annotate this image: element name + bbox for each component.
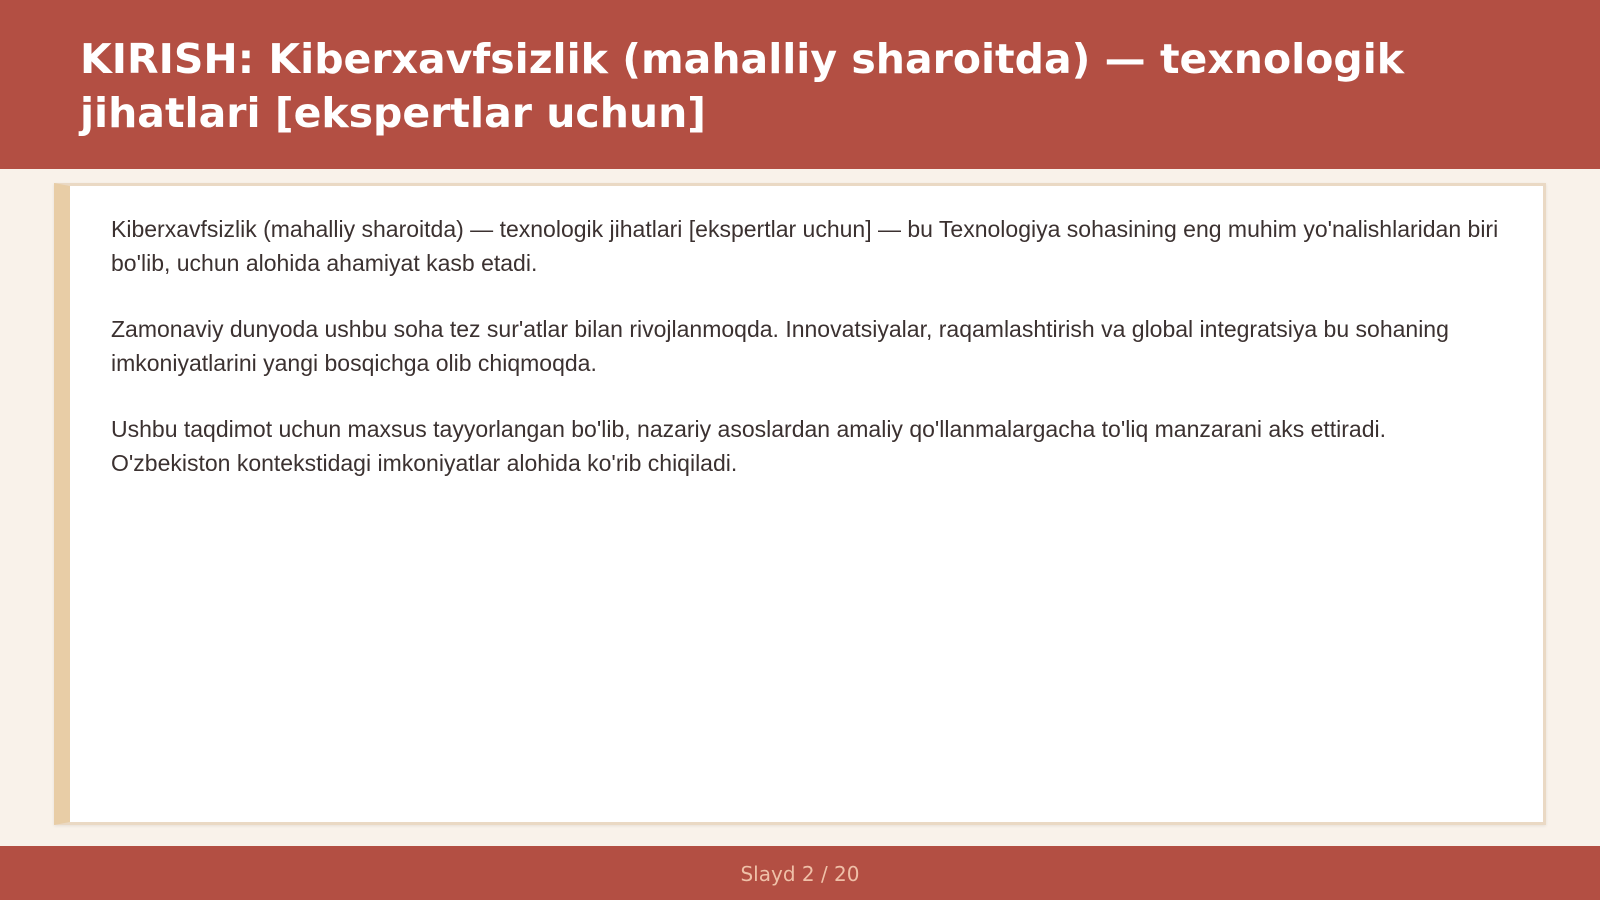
slide-number: Slayd 2 / 20: [740, 862, 860, 886]
paragraph-presentation-scope: Ushbu taqdimot uchun maxsus tayyorlangan bo'lib, nazariy asoslardan amaliy qo'llanmalargacha to'liq manzarani aks ettiradi. O'zbekiston kontekstidagi imkoniyatlar alohida ko'rib chiqiladi.: [111, 416, 1387, 476]
paragraph-modern-world: Zamonaviy dunyoda ushbu soha tez sur'atlar bilan rivojlanmoqda. Innovatsiyalar, raqamlashtirish va global integratsiya bu sohaning imkoniyatlarini yangi bosqichga olib chiqmoqda.: [111, 316, 1449, 376]
slide-header: [0, 0, 1600, 169]
slide-body: [111, 212, 1511, 512]
slide-title: KIRISH: Kiberxavfsizlik (mahalliy sharoitda) — texnologik jihatlari [ekspertlar uchun]: [80, 35, 1405, 137]
slide-footer: [0, 846, 1600, 900]
paragraph-intro: Kiberxavfsizlik (mahalliy sharoitda) — texnologik jihatlari [ekspertlar uchun] — bu Texnologiya sohasining eng muhim yo'nalishlaridan biri bo'lib, uchun alohida ahamiyat kasb etadi.: [111, 216, 1499, 276]
